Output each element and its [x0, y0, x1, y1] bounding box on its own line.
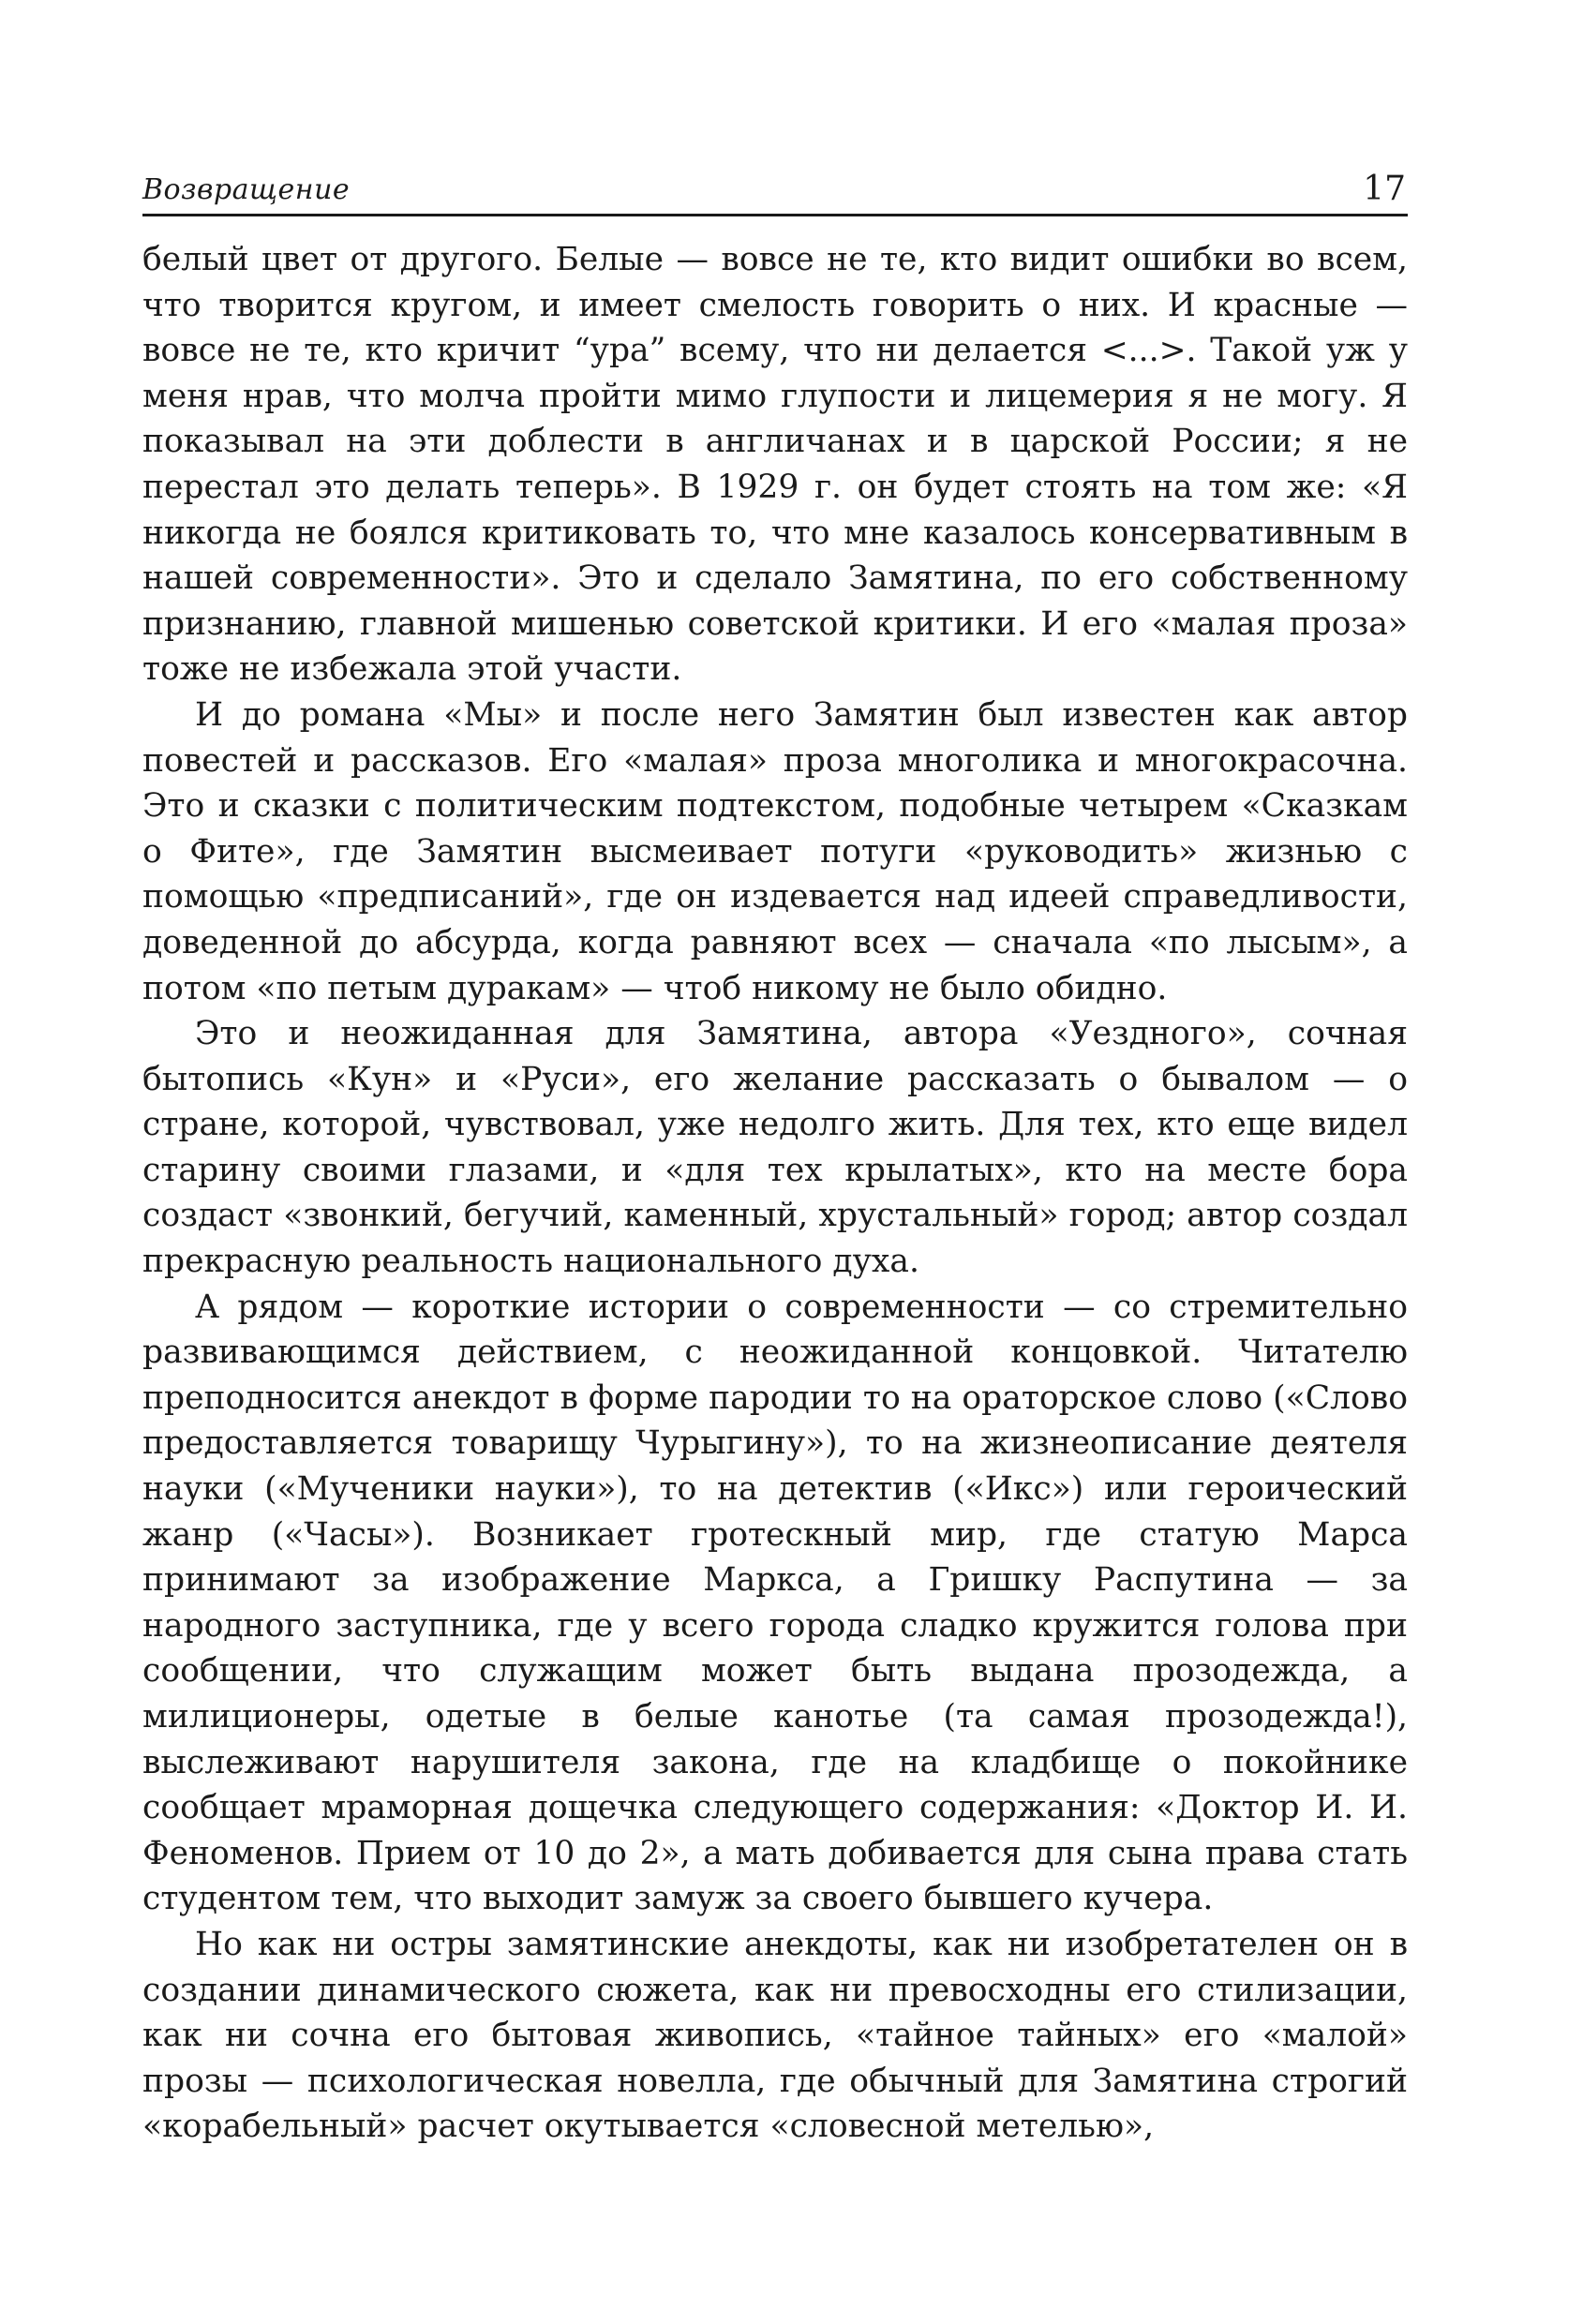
- running-title: Возвращение: [142, 173, 351, 206]
- paragraph: Но как ни остры замятинские анекдоты, как ни изобретателен он в создании динамического сюжета, как ни превосходны его стилизации, как ни сочна его бытовая живопись, «тайное тайных» его «малой» прозы — психологическая новелла, где обычный для Замятина строгий «корабельный» расчет окутывается «словесной метелью»,: [142, 1925, 1408, 2146]
- running-head: [142, 159, 1408, 216]
- paragraph-continuation: белый цвет от другого. Белые — вовсе не те, кто видит ошибки во всем, что творится кругом, и имеет смелость говорить о них. И красные — вовсе не те, кто кричит “ура” всему, что ни делается <...>. Такой уж у меня нрав, что молча пройти мимо глупости и лицемерия я не могу. Я показывал на эти доблести в англичанах и в царской России; я не перестал это делать теперь». В 1929 г. он будет стоять на том же: «Я никогда не боялся критиковать то, что мне казалось консервативным в нашей современности». Это и сделало Замятина, по его собственному признанию, главной мишенью советской критики. И его «малая проза» тоже не избежала этой участи.: [142, 241, 1408, 689]
- paragraph: А рядом — короткие истории о современности — со стремительно развивающимся действием, с неожиданной концовкой. Читателю преподносится анекдот в форме пародии то на ораторское слово («Слово предоставляется товарищу Чурыгину»), то на жизнеописание деятеля науки («Мученики науки»), то на детектив («Икс») или героический жанр («Часы»). Возникает гротескный мир, где статую Марса принимают за изображение Маркса, а Гришку Распутина — за народного заступника, где у всего города сладко кружится голова при сообщении, что служащим может быть выдана прозодежда, а милиционеры, одетые в белые канотье (та самая прозодежда!), выслеживают нарушителя закона, где на кладбище о покойнике сообщает мраморная дощечка следующего содержания: «Доктор И. И. Феноменов. Прием от 10 до 2», а мать добивается для сына права стать студентом тем, что выходит замуж за своего бывшего кучера.: [142, 1288, 1408, 1918]
- body-text: [142, 237, 1408, 2150]
- paragraph: И до романа «Мы» и после него Замятин был известен как автор повестей и рассказов. Его «малая» проза многолика и многокрасочна. Это и сказки с политическим подтекстом, подобные четырем «Сказкам о Фите», где Замятин высмеивает потуги «руководить» жизнью с помощью «предписаний», где он издевается над идеей справедливости, доведенной до абсурда, когда равняют всех — сначала «по лысым», а потом «по петым дуракам» — чтоб никому не было обидно.: [142, 695, 1408, 1007]
- page-number: 17: [1363, 170, 1406, 208]
- paragraph: Это и неожиданная для Замятина, автора «Уездного», сочная бытопись «Кун» и «Руси», его желание рассказать о бывалом — о стране, которой, чувствовал, уже недолго жить. Для тех, кто еще видел старину своими глазами, и «для тех крылатых», кто на месте бора создаст «звонкий, бегучий, каменный, хрустальный» город; автор создал прекрасную реальность национального духа.: [142, 1015, 1408, 1281]
- book-page: [142, 159, 1408, 2150]
